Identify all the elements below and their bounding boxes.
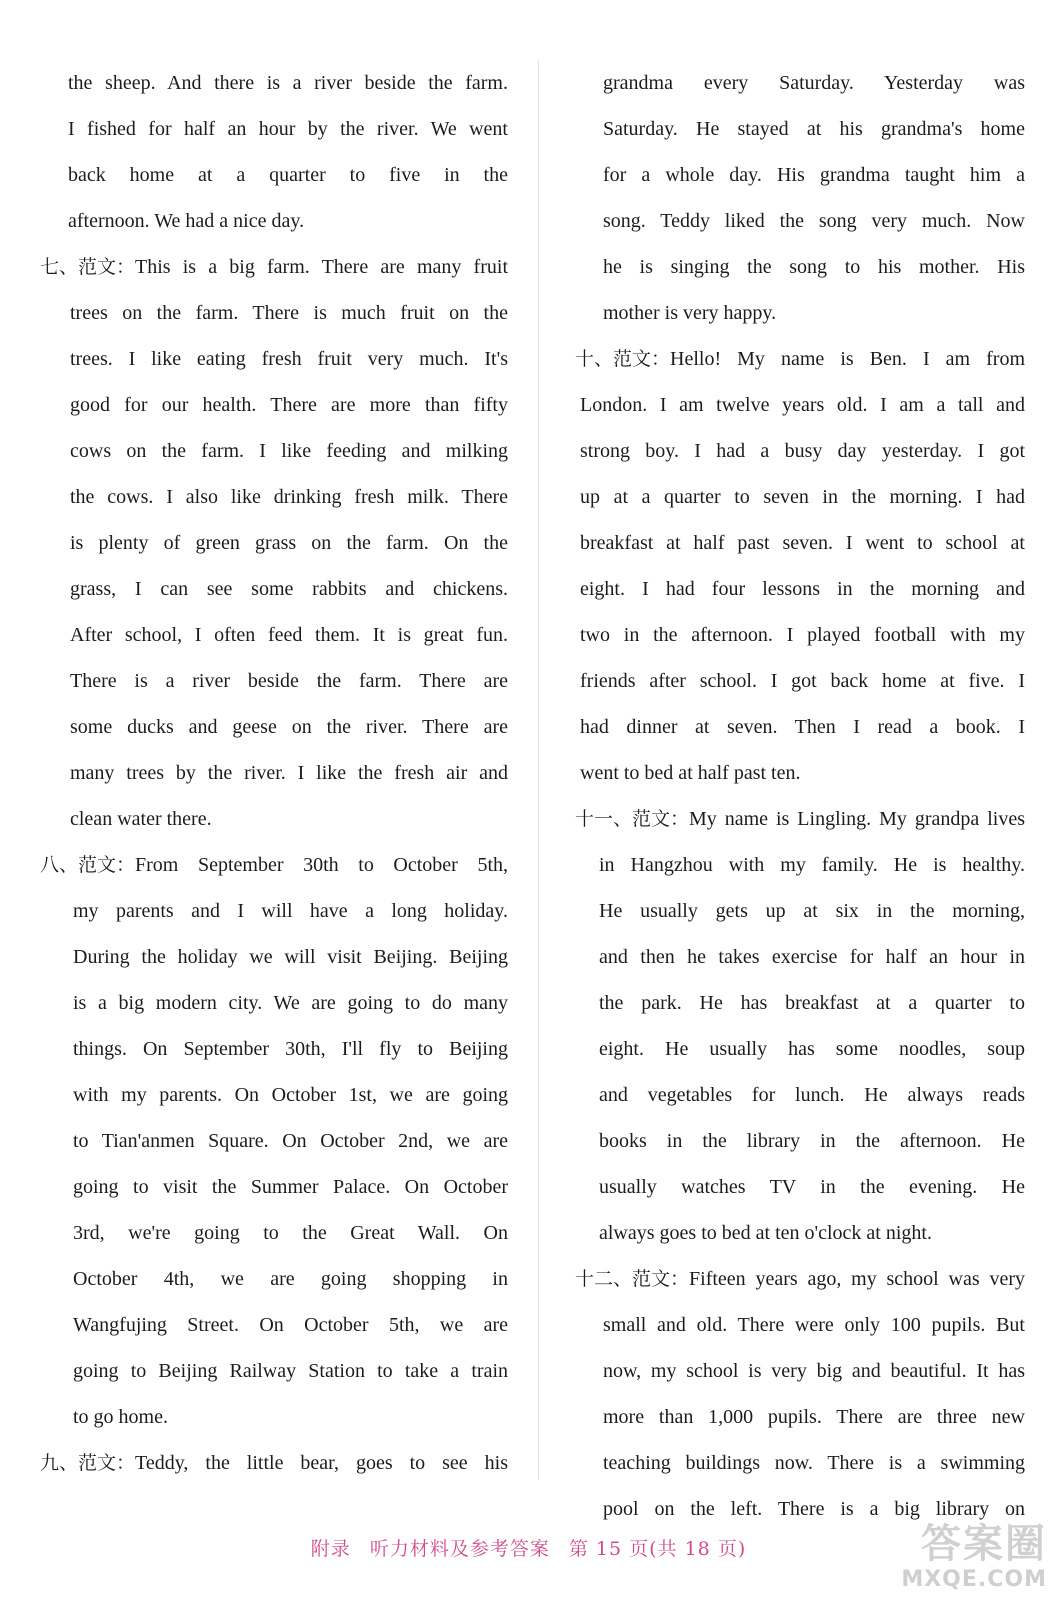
text-line: My name is Lingling. My grandpa lives: [689, 808, 1025, 830]
text-line: books in the library in the afternoon. He: [599, 1130, 1025, 1152]
column-divider: [538, 60, 539, 1480]
section-label: 七、范文：: [40, 256, 136, 278]
essay-eight: [40, 842, 508, 1440]
text-line: now, my school is very big and beautiful. It has: [603, 1360, 1025, 1382]
text-line: trees on the farm. There is much fruit on the: [70, 302, 508, 324]
text-line: Saturday. He stayed at his grandma's home: [603, 118, 1025, 140]
text-line: cows on the farm. I like feeding and milking: [70, 440, 508, 462]
section-label: 八、范文：: [40, 854, 136, 876]
text-line: pool on the left. There is a big library on: [603, 1498, 1025, 1520]
essay-eleven: [575, 796, 1025, 1256]
text-line: London. I am twelve years old. I am a tall and: [580, 394, 1025, 416]
text-line: usually watches TV in the evening. He: [599, 1176, 1025, 1198]
essay-twelve: [575, 1256, 1025, 1532]
text-line: Teddy, the little bear, goes to see his: [135, 1452, 508, 1474]
text-line: things. On September 30th, I'll fly to Beijing: [73, 1038, 508, 1060]
text-line: with my parents. On October 1st, we are going: [73, 1084, 508, 1106]
text-line: song. Teddy liked the song very much. Now: [603, 210, 1025, 232]
text-line: From September 30th to October 5th,: [135, 854, 508, 876]
text-line: friends after school. I got back home at five. I: [580, 670, 1025, 692]
text-line: After school, I often feed them. It is great fun.: [70, 624, 508, 646]
text-line: eight. I had four lessons in the morning and: [580, 578, 1025, 600]
text-line: mother is very happy.: [603, 302, 777, 324]
text-line: strong boy. I had a busy day yesterday. I got: [580, 440, 1025, 462]
watermark-logo: [897, 1512, 1047, 1592]
section-label: 十一、范文：: [575, 808, 690, 830]
essay-nine-continued: [575, 60, 1025, 336]
text-line: Hello! My name is Ben. I am from: [670, 348, 1025, 370]
text-line: grass, I can see some rabbits and chickens.: [70, 578, 508, 600]
text-line: teaching buildings now. There is a swimming: [603, 1452, 1025, 1474]
text-line: Wangfujing Street. On October 5th, we are: [73, 1314, 508, 1336]
continued-essay-six: [40, 60, 508, 244]
text-line: Fifteen years ago, my school was very: [689, 1268, 1025, 1290]
text-line: two in the afternoon. I played football with my: [580, 624, 1025, 646]
text-line: and vegetables for lunch. He always reads: [599, 1084, 1025, 1106]
text-line: he is singing the song to his mother. His: [603, 256, 1025, 278]
text-line: many trees by the river. I like the fresh air and: [70, 762, 508, 784]
essay-ten: [575, 336, 1025, 796]
footer-appendix: 附录: [310, 1538, 351, 1560]
text-line: He usually gets up at six in the morning,: [599, 900, 1025, 922]
text-line: October 4th, we are going shopping in: [73, 1268, 508, 1290]
right-column: [575, 60, 1025, 1532]
text-line: afternoon. We had a nice day.: [68, 210, 305, 232]
text-line: for a whole day. His grandma taught him a: [603, 164, 1025, 186]
watermark-bottom-text: MXQE.COM: [901, 1567, 1047, 1592]
text-line: During the holiday we will visit Beijing. Beijing: [73, 946, 508, 968]
section-label: 十二、范文：: [575, 1268, 690, 1290]
text-line: good for our health. There are more than fifty: [70, 394, 508, 416]
text-line: I fished for half an hour by the river. We went: [68, 118, 508, 140]
essay-nine: [40, 1440, 508, 1486]
text-line: going to Beijing Railway Station to take a train: [73, 1360, 508, 1382]
text-line: back home at a quarter to five in the: [68, 164, 508, 186]
section-label: 十、范文：: [575, 348, 671, 370]
text-line: up at a quarter to seven in the morning. I had: [580, 486, 1025, 508]
left-column: [40, 60, 508, 1486]
text-line: to go home.: [73, 1406, 168, 1428]
text-line: going to visit the Summer Palace. On October: [73, 1176, 508, 1198]
footer-title: 听力材料及参考答案: [369, 1538, 550, 1560]
footer-page-number: 第 15 页(共 18 页): [568, 1538, 747, 1560]
essay-seven: [40, 244, 508, 842]
text-line: the park. He has breakfast at a quarter to: [599, 992, 1025, 1014]
text-line: always goes to bed at ten o'clock at night.: [599, 1222, 932, 1244]
text-line: had dinner at seven. Then I read a book. I: [580, 716, 1025, 738]
text-line: 3rd, we're going to the Great Wall. On: [73, 1222, 508, 1244]
text-line: small and old. There were only 100 pupils. But: [603, 1314, 1025, 1336]
text-line: clean water there.: [70, 808, 212, 830]
text-line: the cows. I also like drinking fresh milk. There: [70, 486, 508, 508]
text-line: There is a river beside the farm. There are: [70, 670, 508, 692]
text-line: went to bed at half past ten.: [580, 762, 801, 784]
text-line: eight. He usually has some noodles, soup: [599, 1038, 1025, 1060]
section-label: 九、范文：: [40, 1452, 136, 1474]
text-line: This is a big farm. There are many fruit: [135, 256, 508, 278]
text-line: in Hangzhou with my family. He is healthy.: [599, 854, 1025, 876]
text-line: trees. I like eating fresh fruit very much. It's: [70, 348, 508, 370]
text-line: and then he takes exercise for half an hour in: [599, 946, 1025, 968]
text-line: to Tian'anmen Square. On October 2nd, we are: [73, 1130, 508, 1152]
text-line: the sheep. And there is a river beside the farm.: [68, 72, 508, 94]
text-line: breakfast at half past seven. I went to school at: [580, 532, 1025, 554]
watermark-top-text: 答案圈: [921, 1521, 1047, 1567]
text-line: grandma every Saturday. Yesterday was: [603, 72, 1025, 94]
text-line: is plenty of green grass on the farm. On the: [70, 532, 508, 554]
text-line: is a big modern city. We are going to do many: [73, 992, 508, 1014]
text-line: my parents and I will have a long holiday.: [73, 900, 508, 922]
text-line: more than 1,000 pupils. There are three new: [603, 1406, 1025, 1428]
text-line: some ducks and geese on the river. There are: [70, 716, 508, 738]
